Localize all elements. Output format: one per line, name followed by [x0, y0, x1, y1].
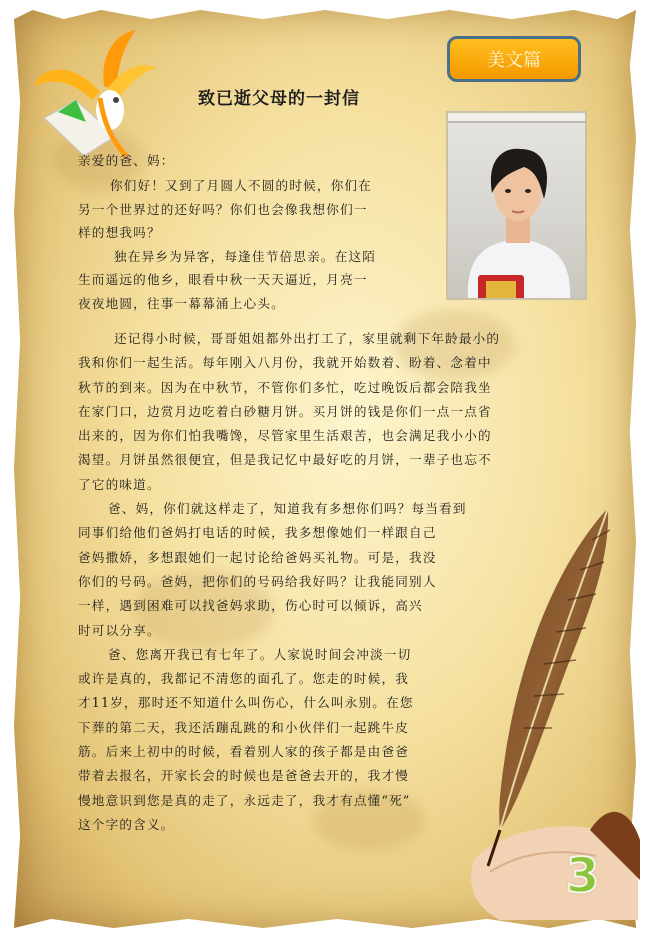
text-line: 爸妈撒娇，多想跟她们一起讨论给爸妈买礼物。可是，我没: [78, 549, 437, 565]
text-line: 还记得小时候，哥哥姐姐都外出打工了，家里就剩下年龄最小的: [114, 331, 501, 346]
author-photo: [446, 111, 587, 300]
feather-quill-icon: [440, 500, 640, 920]
text-line: 独在异乡为异客，每逢佳节倍思亲。在这陌: [114, 248, 377, 264]
category-badge: 美文篇: [447, 36, 581, 82]
page-number: 3: [566, 848, 600, 904]
text-line: 样的想我吗？: [78, 225, 161, 241]
letter-lower-block: [78, 327, 500, 837]
text-line: 了它的味道。: [78, 476, 161, 492]
letter-upper-block: [78, 174, 376, 316]
text-line: 出来的，因为你们怕我嘴馋，尽管家里生活艰苦，也会满足我小小的: [78, 428, 492, 444]
letter-salutation: [78, 150, 175, 169]
bird-envelope-decoration-icon: [30, 28, 160, 168]
text-line: 在家门口，边赏月边吃着白砂糖月饼。买月饼的钱是你们一点一点省: [78, 403, 492, 419]
article-title: 致已逝父母的一封信: [198, 89, 360, 109]
text-line: 另一个世界过的还好吗？你们也会像我想你们一: [78, 201, 368, 217]
text-line: 秋节的到来。因为在中秋节，不管你们多忙，吃过晚饭后都会陪我坐: [78, 379, 492, 395]
text-line: 慢地意识到您是真的走了，永远走了，我才有点懂“死”: [78, 792, 411, 808]
text-line: 同事们给他们爸妈打电话的时候，我多想像她们一样跟自己: [78, 525, 437, 541]
text-line: 夜夜地圆，往事一幕幕涌上心头。: [78, 295, 285, 311]
text-line: 带着去报名，开家长会的时候也是爸爸去开的，我才慢: [78, 768, 410, 784]
girl-portrait-icon: [448, 113, 587, 300]
text-line: 时可以分享。: [78, 622, 161, 638]
text-line: 爸、妈，你们就这样走了，知道我有多想你们吗？每当看到: [108, 501, 467, 517]
text-line: 这个字的含义。: [78, 816, 175, 832]
text-line: 你们的号码。爸妈，把你们的号码给我好吗？让我能同别人: [78, 573, 437, 589]
text-line: 一样，遇到困难可以找爸妈求助，伤心时可以倾诉，高兴: [78, 598, 423, 614]
salutation-line: 亲爱的爸、妈：: [78, 153, 175, 168]
text-line: 渴望。月饼虽然很便宜，但是我记忆中最好吃的月饼，一辈子也忘不: [78, 452, 492, 468]
text-line: 你们好！又到了月圆人不圆的时候，你们在: [110, 178, 373, 193]
text-line: 才11岁，那时还不知道什么叫伤心，什么叫永别。在您: [78, 695, 414, 711]
text-line: 爸、您离开我已有七年了。人家说时间会冲淡一切: [108, 646, 412, 662]
text-line: 筋。后来上初中的时候，看着别人家的孩子都是由爸爸: [78, 744, 410, 760]
text-line: 或许是真的，我都记不清您的面孔了。您走的时候，我: [78, 671, 410, 687]
text-line: 我和你们一起生活。每年刚入八月份，我就开始数着、盼着、念着中: [78, 355, 492, 371]
text-line: 生而遥远的他乡，眼看中秋一天天逼近，月亮一: [78, 272, 368, 288]
text-line: 下葬的第二天，我还活蹦乱跳的和小伙伴们一起跳牛皮: [78, 719, 410, 735]
